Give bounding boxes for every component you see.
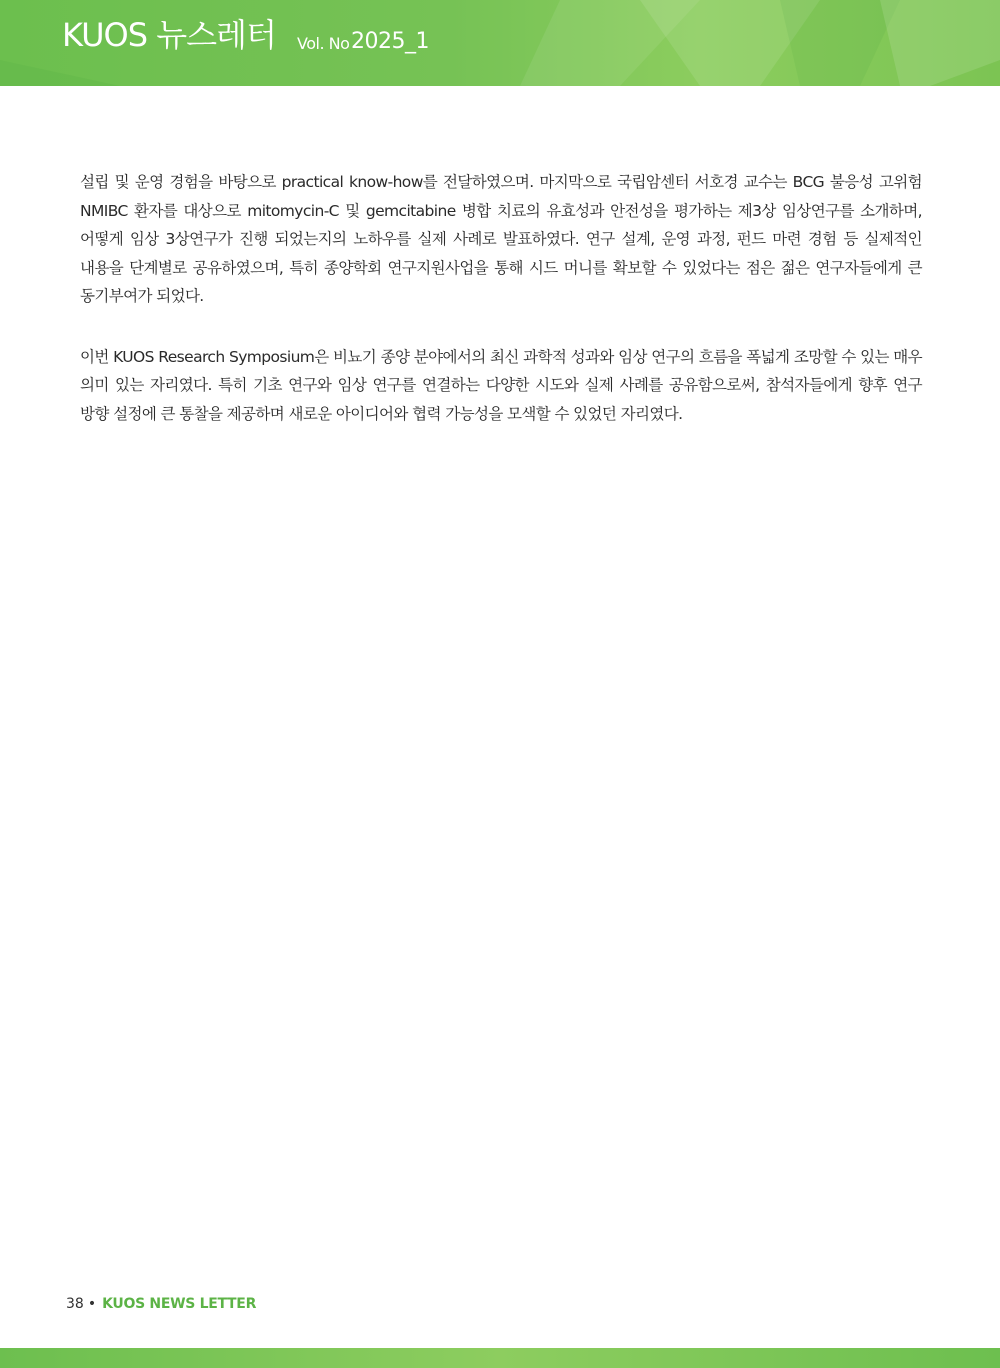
- newsletter-title: KUOS 뉴스레터: [62, 16, 276, 54]
- header-banner: [0, 0, 1000, 86]
- footer-brand: KUOS NEWS LETTER: [102, 1296, 257, 1312]
- page-footer: [66, 1294, 256, 1314]
- bottom-band: [0, 1348, 1000, 1368]
- page-number: 38: [66, 1296, 84, 1312]
- footer-bullet: •: [87, 1296, 97, 1312]
- volume-number: 2025_1: [351, 29, 429, 54]
- article-body: [80, 168, 922, 428]
- paragraph-1: 설립 및 운영 경험을 바탕으로 practical know-how를 전달하였으며. 마지막으로 국립암센터 서호경 교수는 BCG 불응성 고위험 NMIBC 환자를 대상으로 mitomycin-C 및 gemcitabine 병합 치료의 유효성과 안전성을 평가하는 제3상 임상연구를 소개하며, 어떻게 임상 3상연구가 진행 되었는지의 노하우를 실제 사례로 발표하였다. 연구 설계, 운영 과정, 펀드 마련 경험 등 실제적인 내용을 단계별로 공유하였으며, 특히 종양학회 연구지원사업을 통해 시드 머니를 확보할 수 있었다는 점은 젊은 연구자들에게 큰 동기부여가 되었다.: [80, 173, 922, 305]
- paragraph-2: 이번 KUOS Research Symposium은 비뇨기 종양 분야에서의 최신 과학적 성과와 임상 연구의 흐름을 폭넓게 조망할 수 있는 매우 의미 있는 자리였다. 특히 기초 연구와 임상 연구를 연결하는 다양한 시도와 실제 사례를 공유함으로써, 참석자들에게 향후 연구 방향 설정에 큰 통찰을 제공하며 새로운 아이디어와 협력 가능성을 모색할 수 있었던 자리였다.: [80, 347, 922, 423]
- volume-label: Vol. No: [297, 34, 350, 53]
